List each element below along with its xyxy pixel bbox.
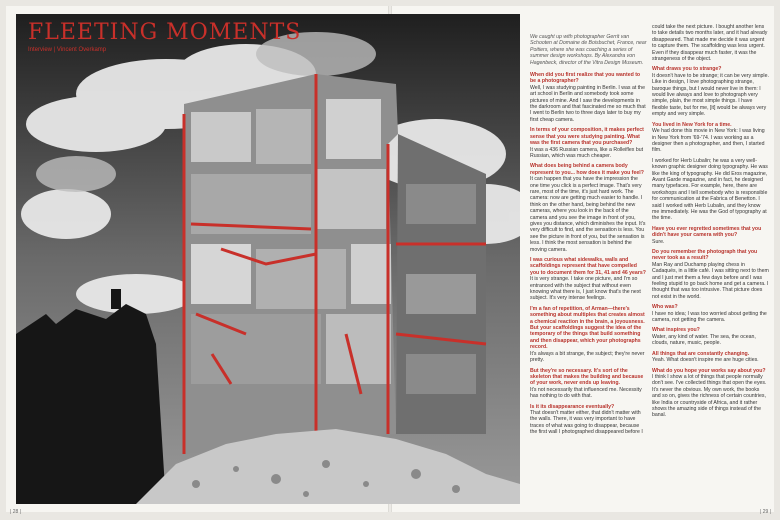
answer: Man Ray and Duchamp playing chess in Cadaqués, in a little café. I was sitting next to them and I just met them a few days before and I was feeling stupid to go back home and get a camera. I thought that was too intrusive. That picture does not exist in the world.	[652, 261, 769, 300]
question: You lived in New York for a time.	[652, 121, 732, 128]
answer: That doesn't matter either, that didn't matter with the walls. There, it was very important to have traces of what was going to disappear, because the first wall I photographed disappeared before I	[530, 409, 643, 436]
question: Is it its disappearance eventually?	[530, 403, 615, 410]
question: I was curious what sidewalks, walls and scaffoldings represent that have compelled you to document them for 31, 41 and 46 years?	[530, 257, 646, 276]
page-number-right: | 29 |	[760, 509, 771, 515]
question: Have you ever regretted sometimes that you didn't have your camera with you?	[652, 225, 762, 239]
answer: We had done this movie in New York: I was living in New York from '69-'74. I was working as a designer then a photographer, and then, I started film.	[652, 128, 765, 154]
article-title: FLEETING MOMENTS	[28, 20, 302, 45]
answer: It is very strange. I take one picture, and I'm so entranced with the subject that without even knowing what there is, I just know that's the next subject. It's very intense feelings.	[530, 276, 641, 302]
interview-column-b	[652, 24, 769, 423]
answer: It's always a bit strange, the subject; they're never pretty.	[530, 350, 645, 364]
question: I'm a fan of repetition, of Arman—there's something about multiples that creates almost a chemical reaction in the brain, a joyousness. But your scaffoldings suggest the idea of the temporary of the things that build something and then disappear, which your photographs record.	[530, 305, 645, 351]
answer: Well, I was studying painting in Berlin. I was at the art school in Berlin and somebody took some pictures of mine. And I saw the developments in the darkroom and that fascinated me so much that I went to Berlin two to three days later to buy my first cheap camera.	[530, 84, 646, 123]
question: What draws you to strange?	[652, 66, 722, 73]
demolition-photograph	[16, 14, 520, 504]
question: All things that are constantly changing.	[652, 350, 750, 357]
answer: Sure.	[652, 238, 665, 245]
question: What do you hope your works say about you?	[652, 367, 766, 374]
page-number-left: | 28 |	[10, 509, 21, 515]
question: What does being behind a camera body represent to you... how does it make you feel?	[530, 163, 644, 176]
answer: It's not necessarily that influenced me. Necessity has nothing to do with that.	[530, 386, 642, 400]
answer: I have no idea; I was too worried about getting the camera, not getting the camera.	[652, 310, 767, 324]
question: But they're so necessary. It's sort of the skeleton that makes the building and because of your work, never ends up leaving.	[530, 367, 644, 387]
answer: I think I show a lot of things that people normally don't see. I've collected things that open the eyes. It's never the obvious. My own work, the books and so on, gives the richness of certain countries, like India or countryside of Africa, and it rather shows the amazing side of things instead of the banal.	[652, 373, 767, 419]
interview-column-a	[530, 24, 647, 440]
answer: Yeah. What doesn't inspire me are huge cities.	[652, 357, 759, 364]
article-subtitle: Interview | Vincent Overkamp	[28, 47, 107, 53]
question: When did you first realize that you wanted to be a photographer?	[530, 72, 641, 85]
intro-paragraph: We caught up with photographer Gerrit van Schooten at Domaine de Boisbuchet, France, near Poitiers, where she was coaching a series of summer design workshops. By Alexandra von Hagenbeck, director of the Vitra Design Museum.	[530, 34, 647, 66]
answer: It was a 436 Russian camera, like a Rolleiflex but Russian, which was much cheaper.	[530, 146, 644, 159]
answer: It can happen that you have the impression the one time you click is a perfect image. That's very rare, most of the time, it's just hard work. The camera: now are getting much easier to handle. I think on the other hand, being behind the new cameras, where you look in the back of the camera and you see the image in front of you, gives you distance, which diminishes the input. It's very difficult to find, and the sensation is less. You see the picture in front of you, but the sensation is less. I think the most sensation is behind the moving camera.	[530, 176, 646, 253]
answer: I worked for Herb Lubalin; he was a very well-known graphic designer doing typography. He was like the king of typography. He did Eros magazine, Avant Garde magazine, and in fact, he designed many typefaces. For example, here, there are workshops and I tell somebody who is responsible for communication at the Fabrica of Benetton. I said I worked with Herb Lubalin, and they know me immediately. He was the God of typography at the time.	[652, 157, 768, 222]
answer: could take the next picture. I bought another lens to take details two months later, and it had already disappeared. That made me decide it was urgent to capture them. The scaffolding was less urgent. Even if they disappear much faster, it was the strangeness of the object.	[652, 24, 768, 63]
question: What inspires you?	[652, 327, 700, 334]
answer: It doesn't have to be strange; it can be very simple. Like in design, I love photographing strange, baroque things, but I would never live in them: I would live always and love to photograph very simple, plain, the most simple things. I have flexible taste, but for me, [it] would be always very empty and very simple.	[652, 72, 769, 118]
question: Who was?	[652, 304, 678, 311]
answer: Water, any kind of water. The sea, the ocean, clouds, nature, music, people.	[652, 333, 756, 347]
question: In terms of your composition, it makes perfect sense that you were studying painting. What was the first camera that you purchased?	[530, 127, 644, 147]
question: Do you remember the photograph that you never took as a result?	[652, 249, 758, 262]
